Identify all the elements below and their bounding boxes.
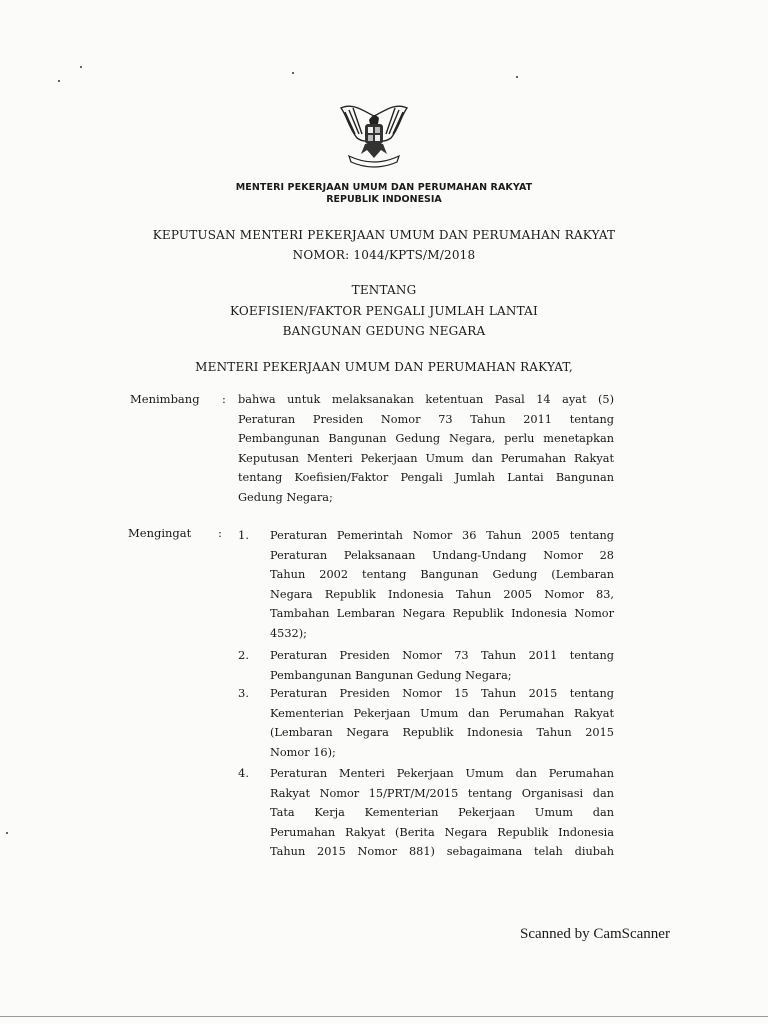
menimbang-line: bahwa untuk melaksanakan ketentuan Pasal 14 ayat (5): [238, 393, 614, 406]
item-line: Peraturan Presiden Nomor 73 Tahun 2011 tentang: [270, 649, 614, 662]
item-line: Negara Republik Indonesia Tahun 2005 Nomor 83,: [270, 587, 614, 601]
ministry-title: MENTERI PEKERJAAN UMUM DAN PERUMAHAN RAKYAT: [235, 182, 533, 193]
item-number: 4.: [238, 766, 249, 780]
mengingat-item-2: [270, 646, 614, 685]
menimbang-line: Pembangunan Bangunan Gedung Negara, perlu menetapkan: [238, 432, 614, 446]
country-title: REPUBLIK INDONESIA: [326, 194, 442, 205]
decree-about: TENTANG: [351, 283, 417, 297]
menimbang-line: Gedung Negara;: [238, 490, 333, 504]
item-line: Tahun 2015 Nomor 881) sebagaimana telah diubah: [270, 845, 614, 859]
decree-subject-line2: BANGUNAN GEDUNG NEGARA: [282, 324, 486, 338]
item-line: Pembangunan Bangunan Gedung Negara;: [270, 668, 512, 682]
item-number: 3.: [238, 686, 249, 700]
decree-number: NOMOR: 1044/KPTS/M/2018: [292, 248, 476, 262]
menimbang-line: Keputusan Menteri Pekerjaan Umum dan Perumahan Rakyat: [238, 451, 614, 465]
item-line: Nomor 16);: [270, 745, 336, 759]
menimbang-line: Peraturan Presiden Nomor 73 Tahun 2011 tentang: [238, 412, 614, 426]
scan-speck: [292, 72, 294, 74]
scan-speck: [80, 66, 82, 68]
item-line: Peraturan Presiden Nomor 15 Tahun 2015 tentang: [270, 687, 614, 700]
item-line: Peraturan Pemerintah Nomor 36 Tahun 2005 tentang: [270, 529, 614, 542]
item-line: (Lembaran Negara Republik Indonesia Tahun 2015: [270, 726, 614, 740]
item-line: Perumahan Rakyat (Berita Negara Republik Indonesia: [270, 825, 614, 839]
decree-issuer: MENTERI PEKERJAAN UMUM DAN PERUMAHAN RAKYAT,: [195, 360, 573, 374]
mengingat-item-1: [270, 526, 614, 644]
mengingat-item-3: [270, 684, 614, 762]
decree-subject-line1: KOEFISIEN/FAKTOR PENGALI JUMLAH LANTAI: [230, 304, 538, 318]
item-line: Peraturan Pelaksanaan Undang-Undang Nomor 28: [270, 548, 614, 562]
decree-title: KEPUTUSAN MENTERI PEKERJAAN UMUM DAN PERUMAHAN RAKYAT: [152, 228, 616, 242]
menimbang-label: Menimbang: [130, 392, 200, 406]
item-line: Peraturan Menteri Pekerjaan Umum dan Perumahan: [270, 767, 614, 780]
scanner-watermark: Scanned by CamScanner: [520, 926, 670, 942]
scan-speck: [58, 80, 60, 82]
item-line: Kementerian Pekerjaan Umum dan Perumahan Rakyat: [270, 706, 614, 720]
item-number: 2.: [238, 648, 249, 662]
garuda-emblem-icon: [335, 98, 413, 170]
scan-speck: [516, 76, 518, 78]
item-number: 1.: [238, 528, 249, 542]
menimbang-line: tentang Koefisien/Faktor Pengali Jumlah Lantai Bangunan: [238, 471, 614, 485]
item-line: Tahun 2002 tentang Bangunan Gedung (Lembaran: [270, 568, 614, 582]
item-line: 4532);: [270, 626, 307, 640]
item-line: Tata Kerja Kementerian Pekerjaan Umum dan: [270, 806, 614, 820]
mengingat-colon: :: [218, 526, 222, 540]
mengingat-item-4: [270, 764, 614, 862]
page-bottom-rule: [0, 1016, 768, 1017]
scan-speck: [6, 832, 8, 834]
mengingat-label: Mengingat: [128, 526, 192, 540]
menimbang-text: [238, 390, 614, 508]
menimbang-colon: :: [222, 392, 226, 406]
item-line: Rakyat Nomor 15/PRT/M/2015 tentang Organisasi dan: [270, 786, 614, 800]
item-line: Tambahan Lembaran Negara Republik Indonesia Nomor: [270, 607, 614, 621]
